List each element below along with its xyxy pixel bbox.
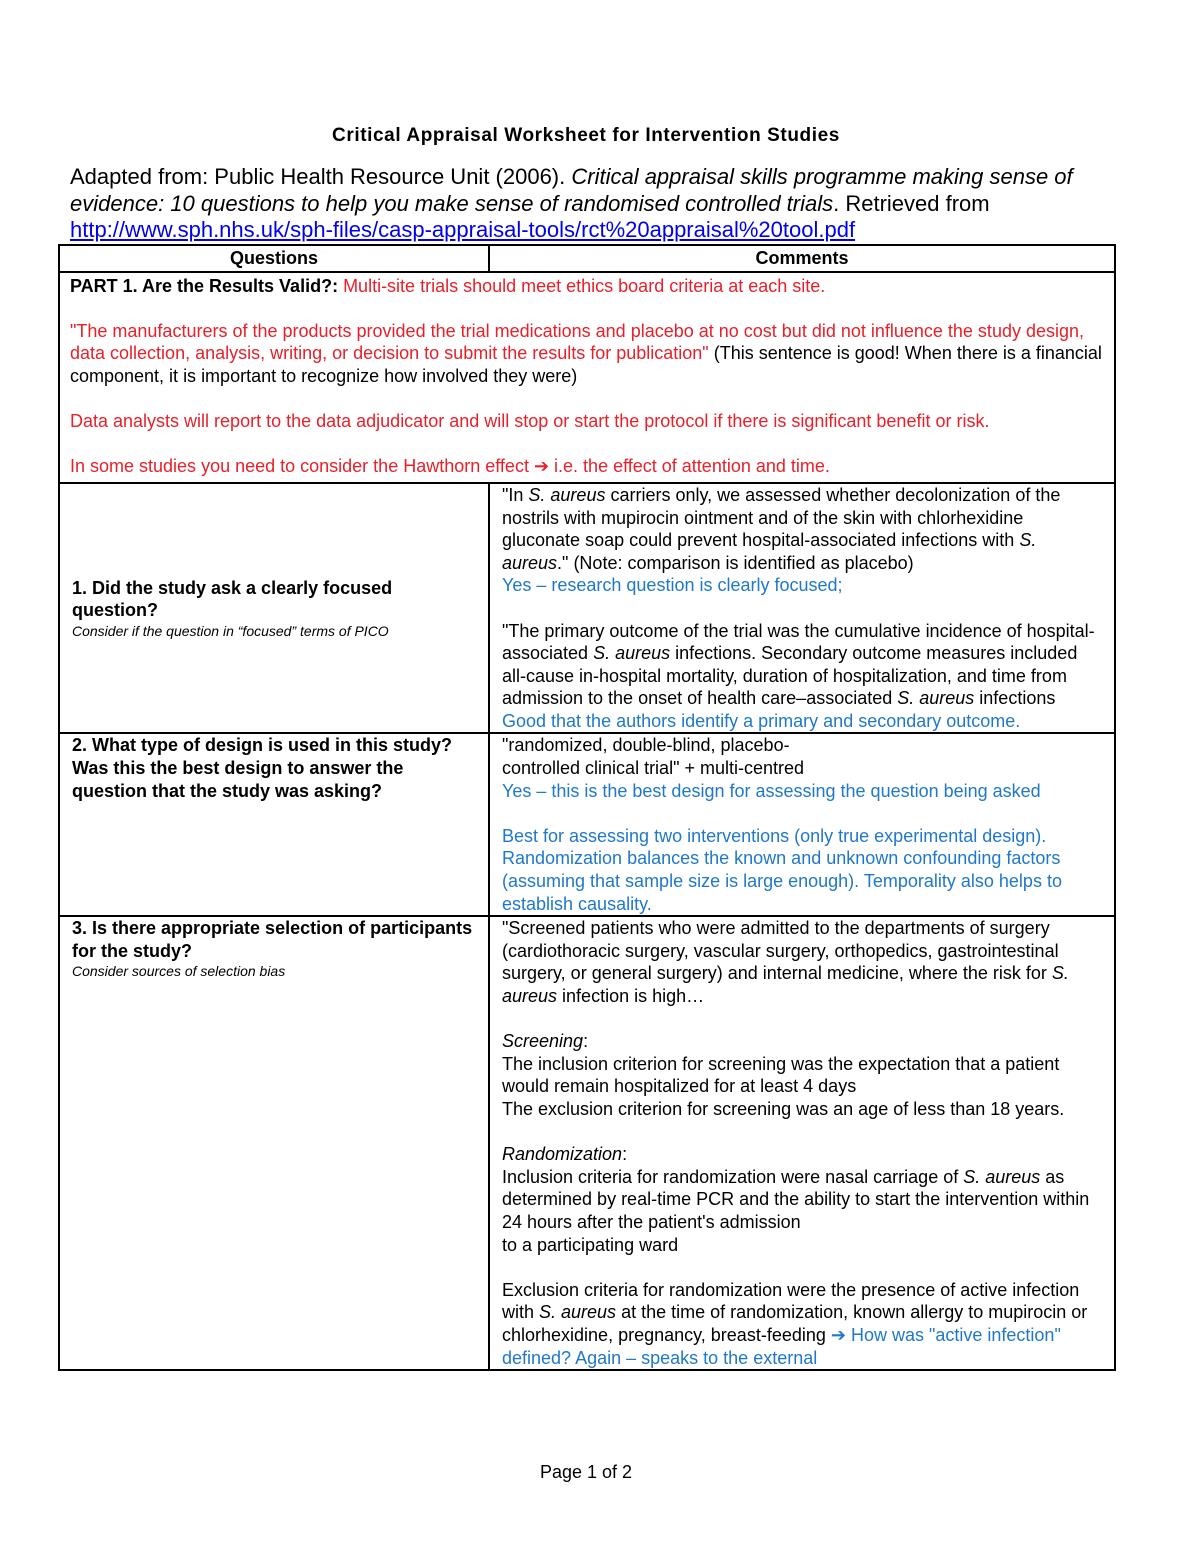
- q2-verdict: Yes – this is the best design for assessing the question being asked: [502, 780, 1041, 801]
- citation-paragraph: [70, 164, 1120, 244]
- q1-row: [59, 483, 1115, 734]
- header-questions: Questions: [59, 245, 489, 272]
- q3-screening-inclusion: The inclusion criterion for screening was the expectation that a patient would remain hospitalized for at least 4 days: [502, 1053, 1060, 1097]
- part1-data-analysts: Data analysts will report to the data adjudicator and will stop or start the protocol if there is significant benefit or risk.: [70, 411, 990, 432]
- q1-organism: S. aureus: [593, 643, 671, 664]
- q2-rationale: Best for assessing two interventions (only true experimental design). Randomization balances the known and unknown confounding factors (assuming that sample size is large enough). Temporality also helps to establish causality.: [502, 825, 1062, 914]
- part1-ethics-note: Multi-site trials should meet ethics board criteria at each site.: [338, 275, 826, 296]
- q2-comment-cell: [489, 733, 1115, 916]
- header-comments: Comments: [489, 245, 1115, 272]
- q3-organism: S. aureus: [963, 1166, 1041, 1187]
- q3-randomization-inclusion: as determined by real-time PCR and the ability to start the intervention within 24 hours after the patient's admission: [502, 1166, 1090, 1232]
- part1-hawthorn-effect: i.e. the effect of attention and time.: [549, 456, 830, 477]
- q1-verdict: Yes – research question is clearly focused;: [502, 575, 843, 596]
- q3-population-text: infection is high…: [557, 986, 705, 1006]
- citation-link[interactable]: http://www.sph.nhs.uk/sph-files/casp-appraisal-tools/rct%20appraisal%20tool.pdf: [70, 217, 856, 242]
- arrow-right-icon: ➔: [533, 456, 550, 477]
- q3-comment-cell: [489, 916, 1115, 1370]
- part1-hawthorn-text: In some studies you need to consider the Hawthorn effect: [70, 456, 534, 477]
- q3-question-cell: [59, 916, 489, 1370]
- q1-question: 1. Did the study ask a clearly focused question?: [72, 577, 393, 621]
- q2-design-line1: "randomized, double-blind, placebo-: [502, 735, 790, 756]
- page-title: Critical Appraisal Worksheet for Intervention Studies: [332, 125, 840, 146]
- q1-comment-text: carriers only, we assessed whether decolonization of the nostrils with mupirocin ointment and of the skin with chlorhexidine gluconate soap could prevent hospital-associated infections with: [502, 484, 1061, 551]
- q3-exclusion-text: Exclusion criteria for randomization were the presence of active infection with: [502, 1279, 1080, 1323]
- citation-prefix: Adapted from: Public Health Resource Unit (2006).: [70, 164, 572, 189]
- q1-question-cell: [59, 483, 489, 734]
- q3-exclusion-text: at the time of randomization, known allergy to mupirocin or chlorhexidine, pregnancy, breast-feeding: [502, 1302, 1088, 1345]
- citation-suffix: . Retrieved from: [833, 190, 990, 216]
- q2-row: [59, 733, 1115, 916]
- part1-cell: [59, 272, 1115, 483]
- q3-organism: S. aureus: [502, 963, 1069, 1006]
- q3-exclusion-comment: How was "active infection" defined? Again – speaks to the external: [502, 1324, 1061, 1368]
- q2-question: 2. What type of design is used in this study? Was this the best design to answer the question that the study was asking?: [72, 735, 453, 801]
- q3-screening-label: Screening: [502, 1031, 584, 1052]
- q3-randomization-label: Randomization: [502, 1144, 623, 1165]
- part1-label: PART 1. Are the Results Valid?:: [70, 275, 339, 296]
- q1-outcome-text: infections: [974, 688, 1056, 709]
- part1-funding-note: (This sentence is good! When there is a financial component, it is important to recognize how involved they were): [70, 343, 1102, 386]
- part1-row: [59, 272, 1115, 483]
- q3-hint: Consider sources of selection bias: [72, 963, 286, 980]
- q1-outcome-text: "The primary outcome of the trial was the cumulative incidence of hospital-associated: [502, 620, 1095, 664]
- q1-organism: S. aureus: [897, 688, 975, 709]
- q1-comment-cell: [489, 483, 1115, 734]
- q3-randomization-ward: to a participating ward: [502, 1234, 679, 1255]
- table-header-row: [59, 245, 1115, 272]
- q1-organism: S. aureus: [528, 484, 606, 505]
- q1-hint: Consider if the question in “focused” terms of PICO: [72, 622, 389, 639]
- citation-italic-title: Critical appraisal skills programme making sense of evidence: 10 questions to help you make sense of randomised controlled trials: [70, 164, 1073, 216]
- q3-randomization-inclusion: Inclusion criteria for randomization were nasal carriage of: [502, 1166, 964, 1187]
- q2-design-line2: controlled clinical trial" + multi-centred: [502, 758, 805, 779]
- q3-population-text: "Screened patients who were admitted to the departments of surgery (cardiothoracic surgery, vascular surgery, orthopedics, gastrointestinal surgery, or general surgery) and internal medicine, where the risk for: [502, 918, 1059, 984]
- q1-comment-text: "In: [502, 484, 529, 505]
- q1-outcome-verdict: Good that the authors identify a primary and secondary outcome.: [502, 710, 1021, 731]
- appraisal-table: [58, 244, 1116, 1371]
- q3-row: [59, 916, 1115, 1370]
- q3-question: 3. Is there appropriate selection of participants for the study?: [72, 918, 473, 961]
- q3-organism: S. aureus: [539, 1302, 617, 1323]
- q3-screening-colon: :: [583, 1031, 589, 1052]
- page-footer: Page 1 of 2: [539, 1462, 633, 1482]
- q3-screening-exclusion: The exclusion criterion for screening was an age of less than 18 years.: [502, 1098, 1065, 1119]
- q1-comment-text: ." (Note: comparison is identified as placebo): [557, 552, 914, 573]
- arrow-right-icon: ➔: [830, 1324, 846, 1345]
- q1-outcome-text: infections. Secondary outcome measures included all-cause in-hospital mortality, duration of hospitalization, and time from admission to the onset of health care–associated: [502, 643, 1078, 709]
- q2-question-cell: [59, 733, 489, 916]
- q3-randomization-colon: :: [622, 1144, 628, 1165]
- part1-funding-quote: "The manufacturers of the products provided the trial medications and placebo at no cost but did not influence the study design, data collection, analysis, writing, or decision to submit the results for publication": [70, 320, 1085, 364]
- q1-organism: S. aureus: [502, 530, 1037, 573]
